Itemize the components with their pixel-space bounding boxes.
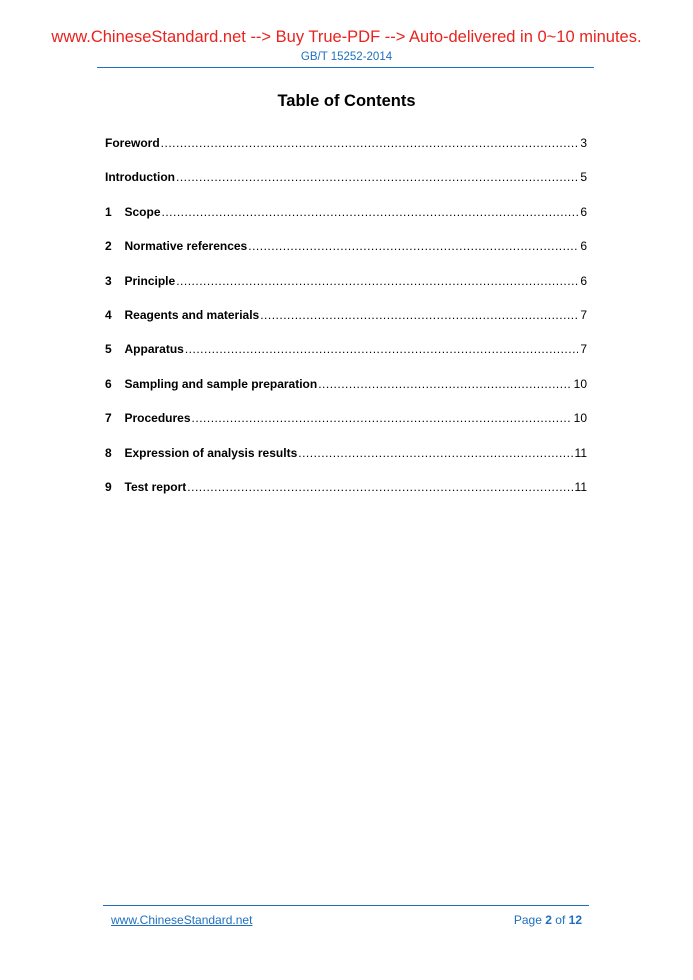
standard-code: GB/T 15252-2014	[300, 51, 393, 63]
toc-entry-number: 1	[105, 204, 112, 219]
toc-dot-leader	[298, 444, 572, 462]
toc-dot-leader	[318, 375, 571, 393]
page-total: 12	[568, 913, 582, 927]
toc-entry-number: 3	[105, 273, 112, 288]
toc-entry-label: Reagents and materials	[124, 307, 260, 322]
page-title: Table of Contents	[277, 92, 416, 110]
toc-entry-page: 6	[580, 239, 587, 254]
toc-entry[interactable]	[105, 478, 587, 512]
toc-entry-label: Introduction	[105, 170, 175, 185]
toc-dot-leader	[176, 168, 578, 186]
header-divider	[97, 67, 594, 68]
toc-entry[interactable]	[105, 375, 587, 409]
toc-entry[interactable]	[105, 340, 587, 374]
toc-entry-number: 2	[105, 239, 112, 254]
toc-dot-leader	[187, 478, 572, 496]
toc-entry-number: 7	[105, 411, 112, 426]
toc-entry[interactable]	[105, 272, 587, 306]
toc-entry-label: Test report	[124, 479, 187, 494]
toc-entry-number: 6	[105, 376, 112, 391]
toc-entry-label: Foreword	[105, 136, 160, 150]
toc-entry-number: 9	[105, 479, 112, 494]
toc-entry-label: Expression of analysis results	[124, 445, 298, 460]
toc-entry[interactable]	[105, 134, 587, 168]
toc-entry-label: Normative references	[124, 239, 248, 254]
toc-entry-page: 10	[573, 376, 587, 391]
toc-entry-number: 4	[105, 307, 112, 322]
footer-website-link[interactable]: www.ChineseStandard.net	[111, 913, 253, 927]
promo-banner[interactable]: www.ChineseStandard.net --> Buy True-PDF --> Auto-delivered in 0~10 minutes.	[51, 28, 642, 46]
toc-entry-page: 11	[574, 479, 587, 494]
toc-entry-page: 6	[580, 204, 587, 219]
page-of: of	[555, 913, 566, 927]
toc-entry-number: 5	[105, 342, 112, 357]
toc-dot-leader	[260, 306, 578, 324]
toc-dot-leader	[176, 272, 578, 290]
toc-entry-page: 7	[580, 307, 587, 322]
toc-entry[interactable]	[105, 409, 587, 443]
toc-entry-page: 5	[580, 170, 587, 185]
toc-entry-page: 6	[580, 273, 587, 288]
toc-dot-leader	[192, 409, 572, 427]
page-prefix: Page	[513, 913, 542, 927]
toc-entry[interactable]	[105, 237, 587, 271]
toc-dot-leader	[161, 134, 579, 152]
toc-entry[interactable]	[105, 444, 587, 478]
page-indicator	[514, 913, 582, 927]
toc-dot-leader	[248, 237, 578, 255]
toc-dot-leader	[185, 340, 578, 358]
toc-entry-number: 8	[105, 445, 112, 460]
toc-list	[105, 134, 587, 512]
toc-entry-label: Apparatus	[124, 342, 184, 357]
toc-entry-page: 3	[580, 136, 587, 150]
toc-entry-page: 11	[574, 445, 587, 460]
toc-entry-label: Sampling and sample preparation	[124, 376, 318, 391]
toc-dot-leader	[162, 203, 579, 221]
toc-entry-label: Procedures	[124, 411, 191, 426]
toc-entry-label: Principle	[124, 273, 176, 288]
toc-entry[interactable]	[105, 306, 587, 340]
footer-divider	[103, 905, 589, 906]
toc-entry[interactable]	[105, 168, 587, 202]
toc-entry-label: Scope	[124, 204, 161, 219]
toc-entry-page: 10	[573, 411, 587, 426]
page-current: 2	[545, 913, 552, 927]
toc-entry-page: 7	[580, 342, 587, 357]
toc-entry[interactable]	[105, 203, 587, 237]
